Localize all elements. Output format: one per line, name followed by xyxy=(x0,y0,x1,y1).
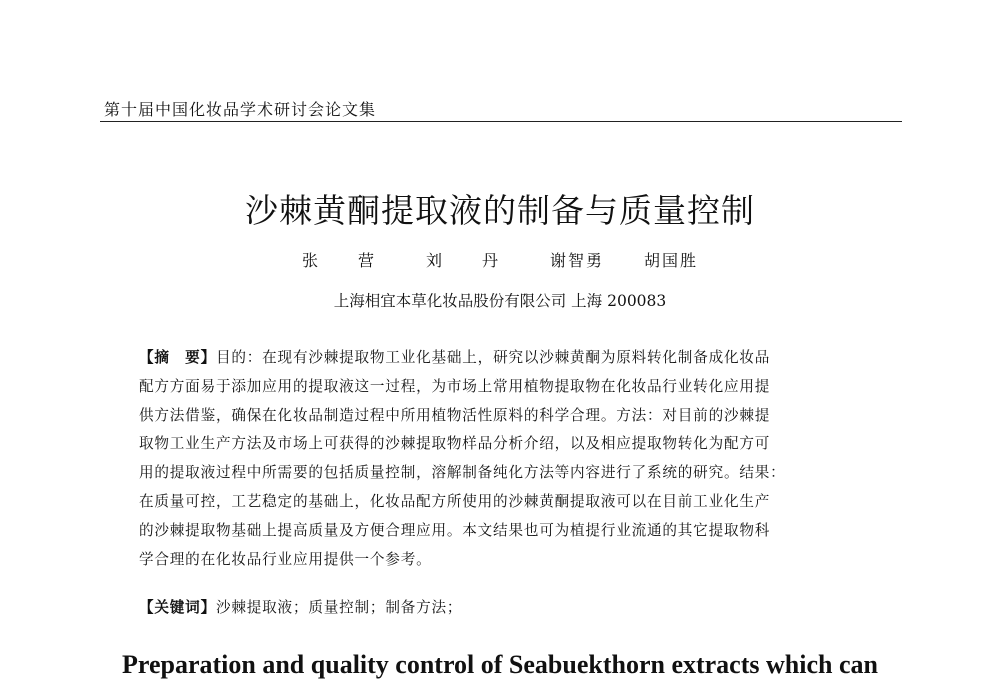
abstract-line: 配方方面易于添加应用的提取液这一过程，为市场上常用植物提取物在化妆品行业转化应用提 xyxy=(139,377,771,395)
abstract-line: 在质量可控，工艺稳定的基础上，化妆品配方所使用的沙棘黄酮提取液可以在目前工业化生产 xyxy=(139,492,771,510)
abstract-label: 【摘 要】 xyxy=(139,349,216,366)
abstract-text: 目的：在现有沙棘提取物工业化基础上，研究以沙棘黄酮为原料转化制备成化妆品 xyxy=(215,349,771,366)
abstract-line: 供方法借鉴，确保在化妆品制造过程中所用植物活性原料的科学合理。方法：对目前的沙棘提 xyxy=(139,406,771,424)
keywords-text: 沙棘提取液；质量控制；制备方法； xyxy=(215,599,463,616)
english-title: Preparation and quality control of Seabuekthorn extracts which can xyxy=(122,650,878,679)
abstract-line: 的沙棘提取物基础上提高质量及方便合理应用。本文结果也可为植提行业流通的其它提取物科 xyxy=(139,521,771,539)
abstract-line: 用的提取液过程中所需要的包括质量控制，溶解制备纯化方法等内容进行了系统的研究。结果： xyxy=(139,464,786,482)
author-name: 刘 丹 xyxy=(425,251,510,270)
paper-title: 沙棘黄酮提取液的制备与质量控制 xyxy=(245,191,755,230)
header-divider xyxy=(100,121,902,122)
author-affiliation: 上海相宜本草化妆品股份有限公司 上海 200083 xyxy=(333,292,667,310)
author-name: 谢智勇 xyxy=(550,251,605,270)
author-list xyxy=(0,248,1000,271)
keywords-label: 【关键词】 xyxy=(139,599,216,616)
abstract-line-1 xyxy=(139,344,863,373)
abstract-line: 取物工业生产方法及市场上可获得的沙棘提取物样品分析介绍，以及相应提取物转化为配方可 xyxy=(139,435,771,453)
abstract-line: 学合理的在化妆品行业应用提供一个参考。 xyxy=(139,550,432,568)
running-header: 第十届中国化妆品学术研讨会论文集 xyxy=(104,100,377,119)
keywords-line xyxy=(139,596,462,617)
author-name: 胡国胜 xyxy=(644,251,699,270)
author-name: 张 营 xyxy=(301,251,386,270)
abstract-block xyxy=(139,344,863,574)
